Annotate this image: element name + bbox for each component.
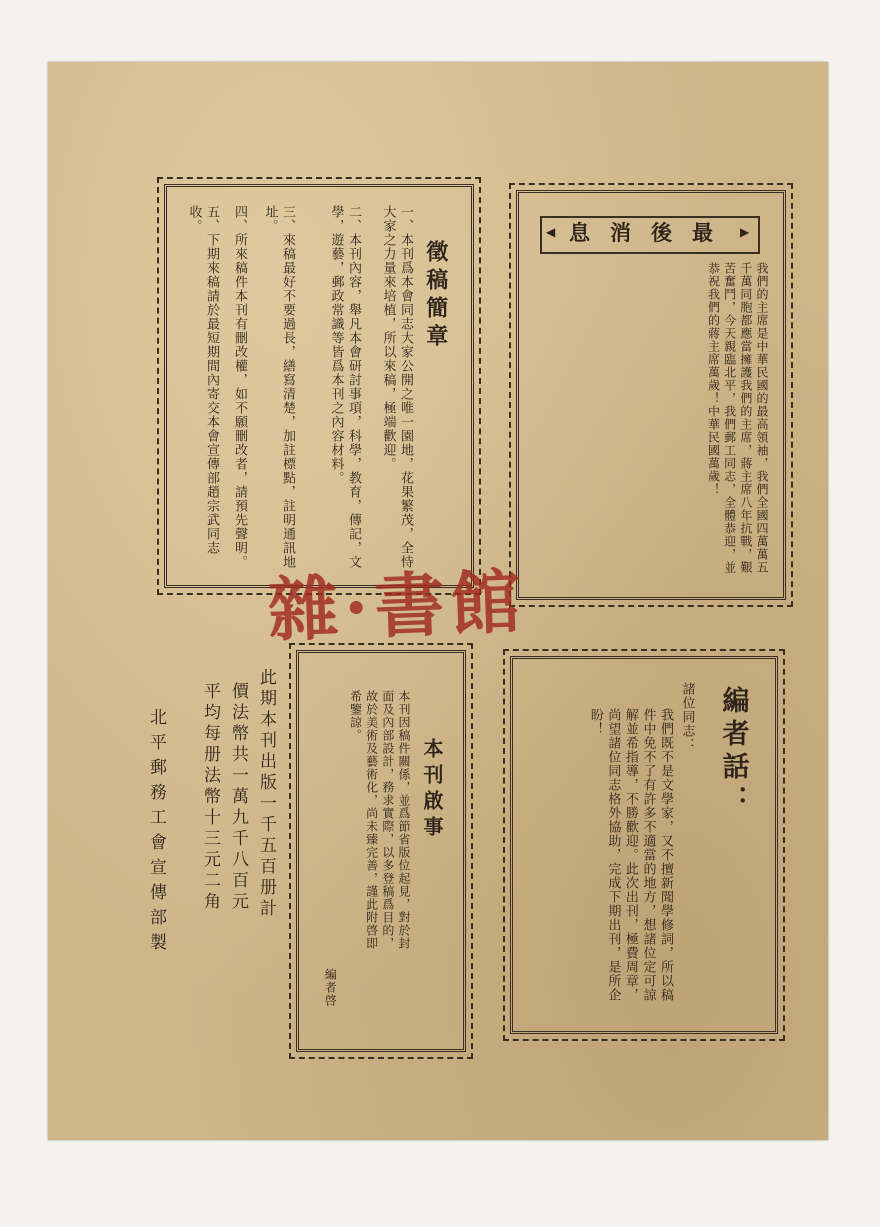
- pricing-line3: 平均每册法幣十三元二角: [199, 682, 220, 913]
- editor-greeting: 諸位同志：: [679, 682, 695, 752]
- solicit-title: 徵稿簡章: [422, 240, 449, 352]
- triangle-left-icon: ◀: [546, 225, 556, 239]
- triangle-right-icon: ▶: [740, 225, 750, 239]
- notice-body: 本刊因稿件關係，並爲節省版位起見，對於封面及內部設計，務求實際，以多登稿爲目的，故於美術及藝術化，尚未臻完善，謹此附啓即希鑒諒。: [348, 690, 411, 950]
- solicit-item: 二、本刊內容，舉凡本會研討事項，科學，教育，傳記，文學，遊藝，郵政常識等皆爲本刊之內容材料。: [328, 205, 361, 569]
- solicit-item: 五、下期來稿請於最短期間內寄交本會宣傳部趙宗武同志收。: [186, 205, 219, 555]
- editor-body: 我們既不是文學家，又不擅新聞學修詞，所以稿件中免不了有許多不適當的地方，想諸位定可諒解並希指導，不勝歡迎。此次出刊，極費周章，尚望諸位同志格外協助，完成下期出刊，是所企盼！: [587, 708, 673, 1002]
- publisher: 北平郵務工會宣傳部製: [145, 708, 166, 958]
- editor-title: 編者話：: [717, 686, 749, 818]
- latest-title: 最後消息: [569, 220, 733, 245]
- library-stamp: 雜·書館: [266, 559, 528, 652]
- solicit-item: 三、來稿最好不要過長，繕寫清楚，加註標點，註明通訊地址。: [262, 205, 295, 569]
- solicit-item: 四、所來稿件本刊有刪改權，如不願刪改者，請預先聲明。: [232, 205, 247, 569]
- notice-title: 本刊啟事: [420, 738, 444, 842]
- solicit-item: 一、本刊爲本會同志大家公開之唯一園地，花果繁茂，全恃大家之力量來培植，所以來稿，極端歡迎。: [380, 205, 413, 569]
- pricing-line1: 此期本刊出版一千五百册計: [255, 668, 276, 920]
- notice-signature: 編者啓: [323, 968, 338, 1007]
- pricing-line2: 價法幣共一萬九千八百元: [227, 682, 248, 913]
- latest-body: 我們的主席是中華民國的最高領袖，我們全國四萬萬五千萬同胞都應當擁護我們的主席，蔣主席八年抗戰，艱苦奮鬥，今天親臨北平，我們郵工同志，全體恭迎，並恭祝我們的蔣主席萬歲！中華民國萬歲！: [706, 262, 769, 574]
